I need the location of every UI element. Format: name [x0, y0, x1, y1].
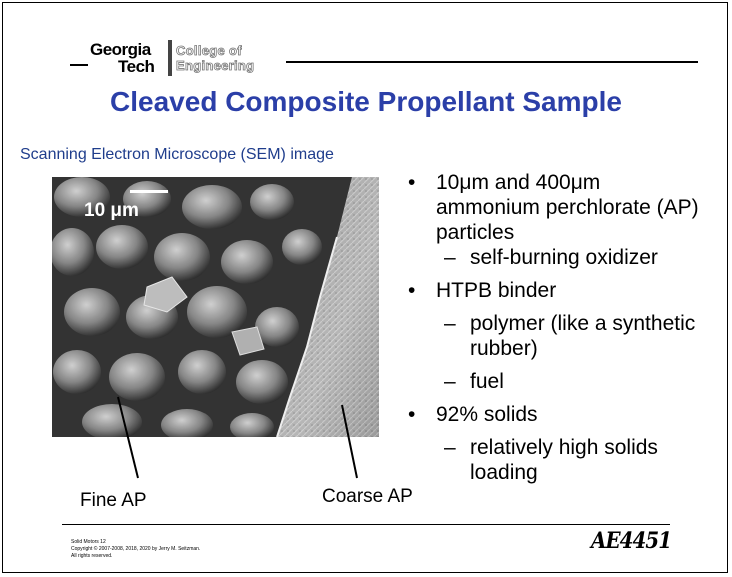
- logo-divider: [168, 40, 172, 76]
- logo-line2: Tech: [118, 57, 155, 76]
- course-code: AE4451: [591, 528, 672, 554]
- footer-text: [71, 539, 200, 560]
- sub-bullet-text: fuel: [470, 370, 504, 393]
- sub-bullet-item: – self-burning oxidizer: [444, 246, 658, 269]
- bullet-text: HTPB binder: [436, 279, 557, 302]
- sub-bullet-item: – relatively high solids loading: [444, 436, 658, 484]
- bullet-text: 10μm and 400μm ammonium perchlorate (AP) particles: [436, 171, 699, 244]
- logo-line1: Georgia: [90, 40, 151, 59]
- logo-engineering: Engineering: [176, 58, 255, 73]
- bullet-list: [408, 170, 708, 485]
- logo-underline: [70, 64, 88, 66]
- slide-subtitle: Scanning Electron Microscope (SEM) image: [20, 146, 334, 163]
- georgia-tech-logo: [70, 38, 290, 80]
- sub-bullet-item: – polymer (like a synthetic rubber): [444, 312, 696, 360]
- sub-bullet-item: – fuel: [444, 370, 504, 393]
- fine-ap-label: Fine AP: [80, 490, 147, 511]
- bullet-item: • HTPB binder: [408, 279, 557, 302]
- footer-rule: [62, 524, 670, 525]
- sub-bullet-text: relatively high solids loading: [470, 436, 658, 484]
- sub-bullet-text: self-burning oxidizer: [470, 246, 658, 269]
- footer-line1: Solid Motors 12: [71, 539, 106, 545]
- footer-line2: Copyright © 2007-2008, 2018, 2020 by Jerry M. Seitzman.: [71, 546, 201, 552]
- coarse-ap-label: Coarse AP: [322, 486, 413, 507]
- bullet-item: • 10μm and 400μm ammonium perchlorate (AP) particles: [408, 171, 699, 244]
- scale-bar: [130, 190, 168, 193]
- bullet-text: 92% solids: [436, 403, 538, 426]
- bullet-item: • 92% solids: [408, 403, 538, 426]
- slide-title: Cleaved Composite Propellant Sample: [110, 86, 622, 117]
- logo-college: College of: [176, 43, 242, 58]
- footer-line3: All rights reserved.: [71, 553, 113, 559]
- header-rule: [286, 61, 698, 63]
- scale-label: 10 μm: [84, 200, 139, 221]
- sub-bullet-text: polymer (like a synthetic rubber): [470, 312, 696, 360]
